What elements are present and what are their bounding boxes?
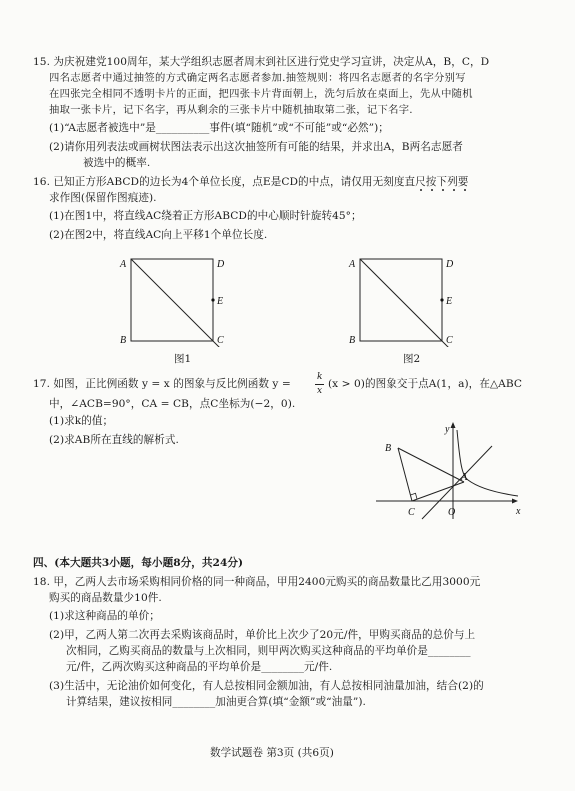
fig1-label-A: A	[120, 259, 127, 270]
fig1-label-C: C	[217, 335, 224, 346]
q18-part2c: 元/件，乙两次购买这种商品的平均单价是________元/件.	[66, 661, 333, 673]
graph-label-C: C	[408, 507, 415, 518]
graph-label-y: y	[445, 424, 450, 435]
q17-line1b: (x > 0)的图象交于点A(1，a)，在△ABC	[328, 378, 523, 390]
q15-line2: 四名志愿者中通过抽签的方式确定两名志愿者参加.抽签规则：将四名志愿者的名字分别写	[49, 72, 466, 84]
fig1-label-D: D	[217, 259, 225, 270]
q18-part3a: (3)生活中，无论油价如何变化，有人总按相同金额加油，有人总按相同油量加油，结合(2)的	[49, 680, 484, 692]
fig2-caption: 图2	[403, 353, 421, 365]
fig2-label-D: D	[446, 259, 454, 270]
q17-graph	[372, 418, 527, 523]
q18-line2: 购买的商品数量少10件.	[49, 592, 162, 604]
graph-label-B: B	[385, 443, 392, 454]
fig1-label-E: E	[217, 296, 224, 307]
q15-part2b: 被选中的概率.	[83, 157, 151, 169]
q17-line2: 中，∠ACB=90°，CA = CB，点C坐标为(−2，0).	[49, 398, 296, 410]
q18-part2b: 次相同，乙购买商品的数量与上次相同，则甲两次购买这种商品的平均单价是________	[66, 645, 471, 657]
fig1-caption: 图1	[174, 353, 192, 365]
q18-part2a: (2)甲，乙两人第二次再去采购该商品时，单价比上次少了20元/件，甲购买商品的总价与上	[49, 629, 476, 641]
q15-line4: 抽取一张卡片，记下名字，再从剩余的三张卡片中随机抽取第二张，记下名字.	[49, 104, 413, 116]
q17-part2: (2)求AB所在直线的解析式.	[49, 434, 179, 446]
q17-line1a: 17. 如图，正比例函数 y = x 的图象与反比例函数 y =	[33, 378, 291, 390]
q15-part1: (1)“A志愿者被选中”是__________事件(填“随机”或“不可能”或“必然”)；	[49, 122, 389, 134]
q17-frac-num: k	[317, 372, 323, 382]
q17-frac-den: x	[317, 386, 323, 396]
graph-label-O: O	[448, 507, 456, 518]
figure-1-square	[116, 252, 226, 347]
q16-line2: 求作图(保留作图痕迹).	[49, 192, 157, 204]
graph-label-A: A	[461, 472, 468, 483]
q17-part1: (1)求k的值；	[49, 415, 114, 427]
fig2-label-B: B	[349, 335, 356, 346]
q18-part3b: 计算结果，建议按相同________加油更合算(填“金额”或“油量”).	[66, 696, 366, 708]
q15-part2a: (2)请你用列表法或画树状图法表示出这次抽签所有可能的结果，并求出A，B两名志愿者	[49, 141, 463, 153]
fig2-label-C: C	[446, 335, 453, 346]
fig2-label-A: A	[349, 259, 356, 270]
page-footer: 数学试题卷 第3页 (共6页)	[210, 747, 334, 759]
q16-part2: (2)在图2中，将直线AC向上平移1个单位长度.	[49, 229, 268, 241]
emphasis-dots	[0, 0, 575, 200]
q16-part1: (1)在图1中，将直线AC绕着正方形ABCD的中心顺时针旋转45°；	[49, 210, 362, 222]
q15-line3: 在四张完全相同不透明卡片的正面，把四张卡片背面朝上，洗匀后放在桌面上，先从中随机	[49, 88, 473, 100]
q18-part1: (1)求这种商品的单价；	[49, 610, 160, 622]
q18-line1: 18. 甲，乙两人去市场采购相同价格的同一种商品，甲用2400元购买的商品数量比乙用3000元	[33, 576, 481, 588]
section4-heading: 四、(本大题共3小题，每小题8分，共24分)	[33, 557, 244, 569]
fig1-label-B: B	[120, 335, 127, 346]
graph-label-x: x	[516, 506, 521, 517]
figure-2-square	[345, 252, 455, 347]
q16-line1: 16. 已知正方形ABCD的边长为4个单位长度，点E是CD的中点，请仅用无刻度直尺按下列要	[33, 176, 469, 188]
fig2-label-E: E	[446, 296, 453, 307]
q15-line1: 15. 为庆祝建党100周年，某大学组织志愿者周末到社区进行党史学习宣讲，决定从A，B，C，D	[33, 56, 490, 68]
